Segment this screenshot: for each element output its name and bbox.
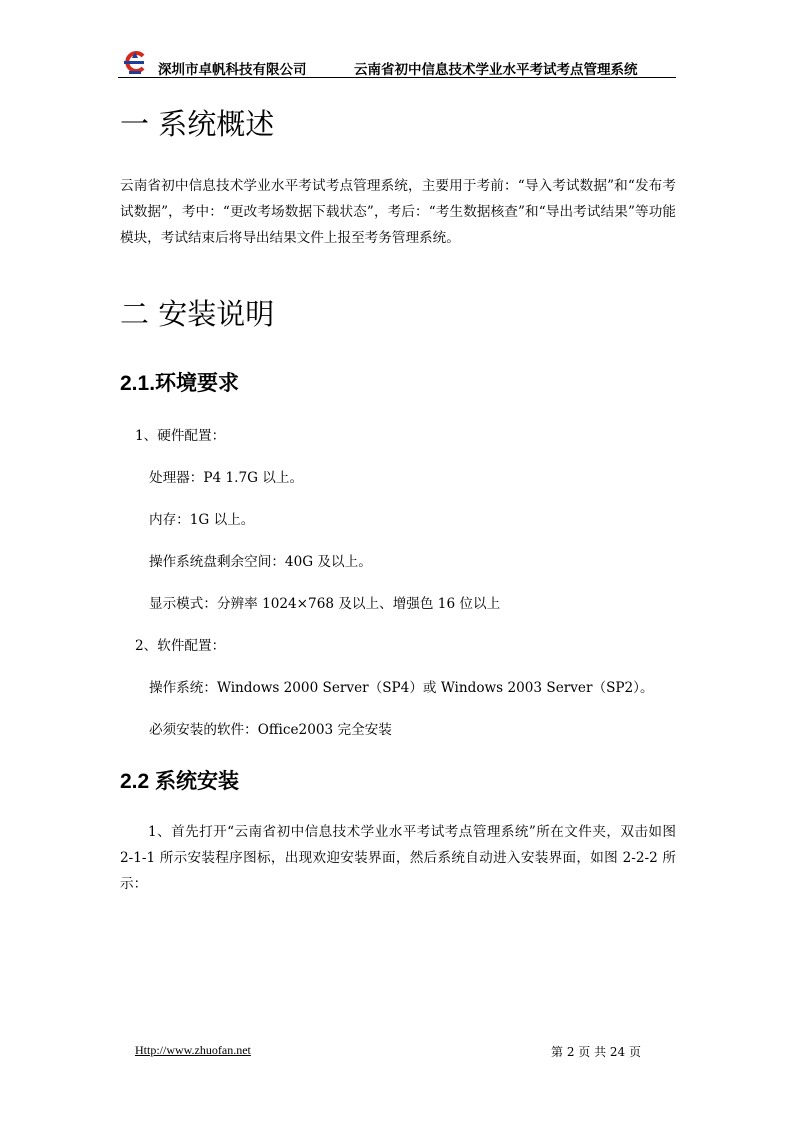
os-requirement: 操作系统：Windows 2000 Server（SP4）或 Windows 2003 Server（SP2）。: [149, 680, 654, 696]
required-software: 必须安装的软件：Office2003 完全安装: [149, 722, 392, 738]
page-header: [118, 46, 676, 78]
page-number: 第 2 页 共 24 页: [551, 1045, 641, 1059]
footer-website-link[interactable]: Http://www.zhuofan.net: [135, 1043, 251, 1057]
environment-heading: 2.1.环境要求: [120, 372, 240, 395]
hardware-label: 1、硬件配置：: [135, 428, 226, 444]
company-name: 深圳市卓帆科技有限公司: [158, 62, 307, 78]
software-label: 2、软件配置：: [135, 638, 226, 654]
system-name: 云南省初中信息技术学业水平考试考点管理系统: [354, 62, 638, 78]
memory-requirement: 内存：1G 以上。: [149, 512, 255, 528]
disk-requirement: 操作系统盘剩余空间：40G 及以上。: [149, 554, 372, 570]
section-2-heading: 二 安装说明: [120, 297, 275, 331]
install-paragraph: 1、首先打开“云南省初中信息技术学业水平考试考点管理系统”所在文件夹，双击如图 2-1-1 所示安装程序图标，出现欢迎安装界面，然后系统自动进入安装界面，如图 2-2-2 所示：: [120, 824, 676, 892]
company-logo-icon: [122, 49, 148, 77]
cpu-requirement: 处理器：P4 1.7G 以上。: [149, 470, 304, 486]
overview-paragraph: 云南省初中信息技术学业水平考试考点管理系统，主要用于考前：“导入考试数据”和“发布考试数据”，考中：“更改考场数据下载状态”，考后：“考生数据核查”和“导出考试结果”等功能模块，考试结束后将导出结果文件上报至考务管理系统。: [120, 178, 676, 246]
header-divider: [118, 77, 676, 78]
install-heading: 2.2 系统安装: [120, 770, 240, 793]
display-requirement: 显示模式：分辨率 1024×768 及以上、增强色 16 位以上: [149, 596, 501, 612]
section-1-heading: 一 系统概述: [120, 107, 275, 141]
